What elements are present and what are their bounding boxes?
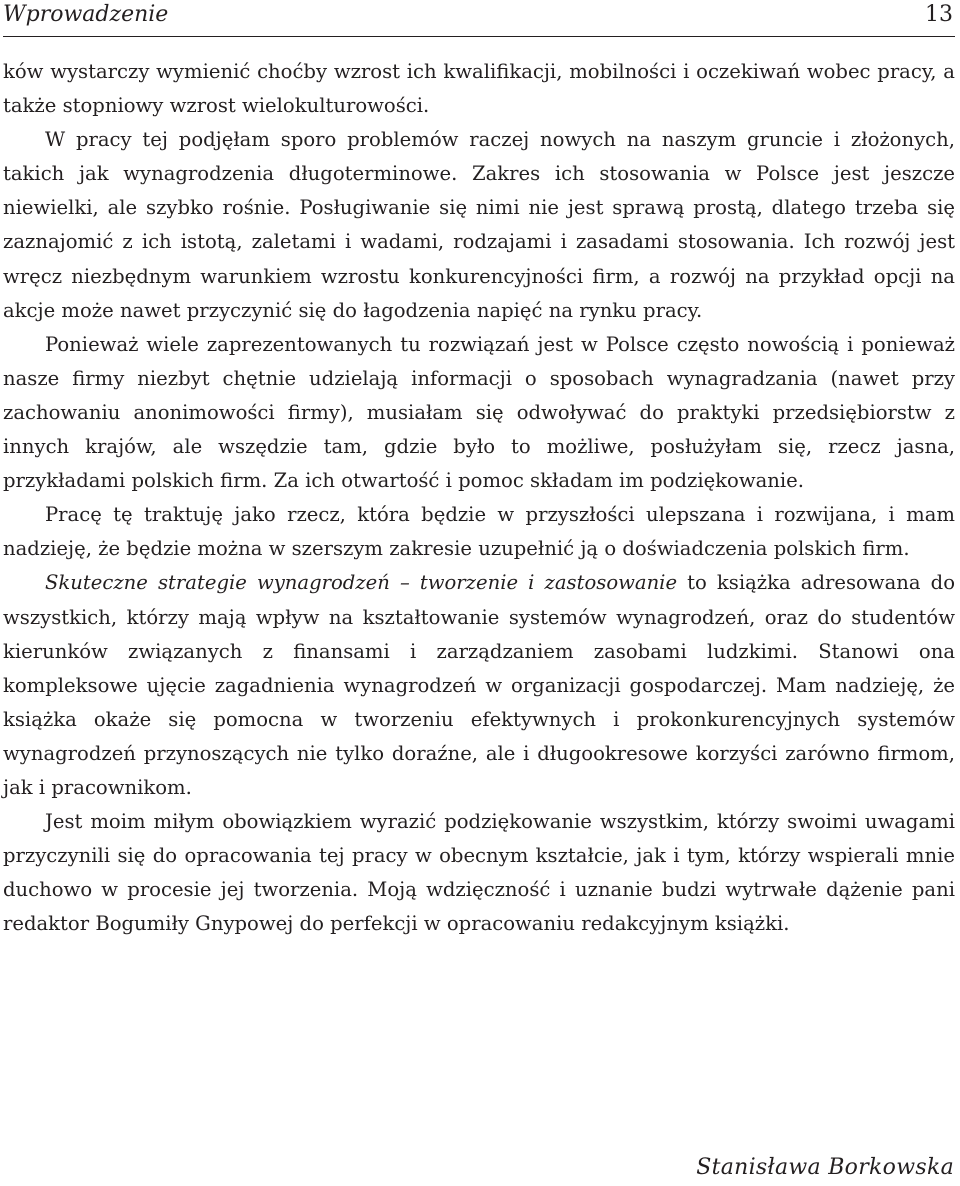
paragraph-acknowledgement: Jest moim miłym obowiązkiem wyrazić podziękowanie wszystkim, którzy swoimi uwagami przyczynili się do opracowania tej pracy w obecnym kształcie, jak i tym, którzy wspierali mnie duchowo w procesie jej tworzenia. Moją wdzięczność i uznanie budzi wytrwałe dążenie pani redaktor Bogumiły Gnypowej do perfekcji w opracowaniu redakcyjnym książki.	[3, 810, 955, 936]
running-header	[3, 0, 955, 37]
paragraph: Ponieważ wiele zaprezentowanych tu rozwiązań jest w Polsce często nowością i ponieważ nasze firmy niezbyt chętnie udzielają informacji o sposobach wynagradzania (nawet przy zachowaniu anonimowości firmy), musiałam się odwoływać do praktyki przedsiębiorstw z innych krajów, ale wszędzie tam, gdzie było to możliwe, posłużyłam się, rzecz jasna, przykładami polskich firm. Za ich otwartość i pomoc składam im podziękowanie.	[3, 332, 955, 493]
paragraph-book-title	[3, 566, 955, 805]
paragraph-text: to książka adresowana do wszystkich, którzy mają wpływ na kształtowanie systemów wynagrodzeń, oraz do studentów kierunków związanych z finansami i zarządzaniem zasobami ludzkimi. Stanowi ona kompleksowe ujęcie zagadnienia wynagrodzeń w organizacji gospodarczej. Mam nadzieję, że książka okaże się pomocna w tworzeniu efektywnych i prokonkurencyjnych systemów wynagrodzeń przynoszących nie tylko doraźne, ale i długookresowe korzyści zarówno firmom, jak i pracownikom.	[3, 571, 955, 799]
book-title-italic: Skuteczne strategie wynagrodzeń – tworzenie i zastosowanie	[45, 571, 678, 595]
page-number: 13	[925, 2, 953, 27]
paragraph: W pracy tej podjęłam sporo problemów raczej nowych na naszym gruncie i złożonych, takich jak wynagrodzenia długoterminowe. Zakres ich stosowania w Polsce jest jeszcze niewielki, ale szybko rośnie. Posługiwanie się nimi nie jest sprawą prostą, dlatego trzeba się zaznajomić z ich istotą, zaletami i wadami, rodzajami i zasadami stosowania. Ich rozwój jest wręcz niezbędnym warunkiem wzrostu konkurencyjności firm, a rozwój na przykład opcji na akcje może nawet przyczynić się do łagodzenia napięć na rynku pracy.	[3, 128, 955, 322]
author-signature: Stanisława Borkowska	[696, 1155, 954, 1180]
body-text	[3, 55, 955, 941]
paragraph-continuation: ków wystarczy wymienić choćby wzrost ich kwalifikacji, mobilności i oczekiwań wobec pracy, a także stopniowy wzrost wielokulturowości.	[3, 60, 955, 118]
section-title: Wprowadzenie	[3, 2, 169, 27]
paragraph: Pracę tę traktuję jako rzecz, która będzie w przyszłości ulepszana i rozwijana, i mam nadzieję, że będzie można w szerszym zakresie uzupełnić ją o doświadczenia polskich firm.	[3, 503, 955, 561]
